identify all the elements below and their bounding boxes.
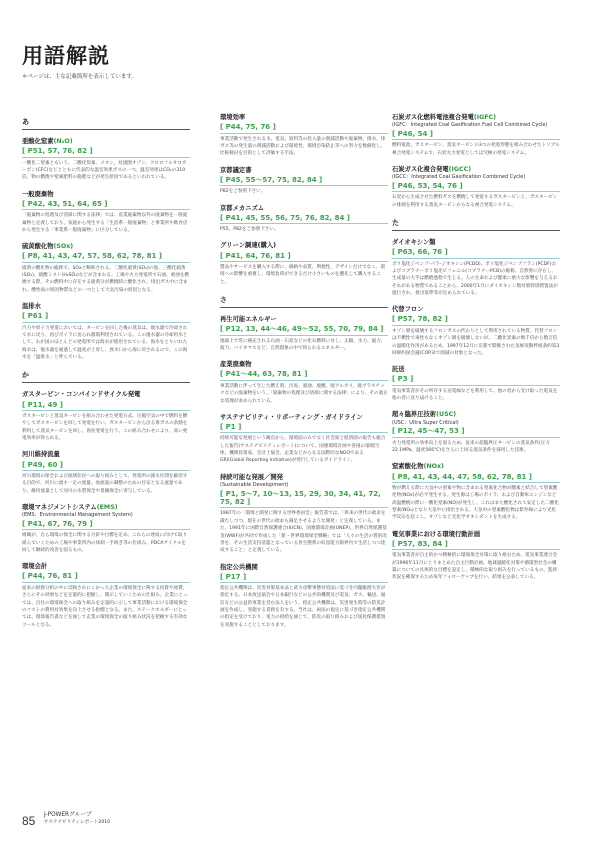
- term-description: 地球上で常に補充される石油・石炭などの化石燃料に対し、太陽、水力、風力、波力、バイオマスなど、自然現象の中で得られるエネルギー。: [220, 338, 386, 351]
- term-description: 1987年の「環境と開発に関する世界委員会」報告書では、「将来の世代の欲求を満たしつつ、現在の世代の欲求も満足させるような開発」と定義している。また、1991年に国際自然保護連合(IUCN)、国連環境計画(UNEP)、世界自然保護基金(WWF)が共同で作成した「新・世界環境保全戦略」では「人々の生活の質的改善を、その生活支持基盤となっている各生態系の収容能力限界内で生活しつつ達成すること」と定義している。: [220, 511, 387, 554]
- glossary-term: [22, 563, 190, 571]
- term-description: 「廃棄物の処理及び清掃に関する法律」では、産業廃棄物以外の廃棄物を一般廃棄物と定義しており、家庭から発生する「生活系一般廃棄物」と事業所や飲食店から発生する「事業系一般廃棄物」に区分している。: [22, 213, 188, 233]
- glossary-term: [220, 167, 388, 175]
- term-description: 河川環境の保全および流域住民への取り組みとして、発電所の減水区間を解消する目的で、河川に流す一定の流量。放流量の調整のための目安となる流量であり、維持流量として河川の水質保全や景観保全に寄与している。: [22, 473, 188, 494]
- term-name: 温排水: [22, 303, 41, 311]
- glossary-entry: [392, 463, 560, 521]
- term-abbreviation: (EMS): [96, 503, 118, 511]
- glossary-term: [220, 316, 388, 324]
- term-description: ガスタービンと蒸気タービンを組み合わせた発電方式。圧縮空気の中で燃料を燃やしてガスタービンを回して発電を行い、ガスタービンから出る排ガスの余熱を利用して蒸気タービンを回し、再度発電を行う。この組み合わせにより、高い発電効率が得られる。: [22, 413, 188, 441]
- term-subtitle: (IGFC：Integrated Coal Gasification Fuel Cell Combined Cycle): [392, 122, 548, 129]
- page-references: [ P63, 66, 76 ]: [392, 248, 560, 258]
- glossary-entry: [22, 138, 190, 182]
- term-name: 河川維持流量: [22, 451, 60, 459]
- page-number: 85: [22, 814, 36, 828]
- term-description: 汽力や原子力発電においては、タービンを回した後の蒸気は、復水器で冷却されて水に戻り、再びボイラに送られ循環利用されている。この復水器の冷却用水として、わが国のほとんどの発電所では海水が使用されている。海水をとりいれた海水は、復水器を通過して温度が上昇し、放水口から海に戻されるので、この海水を「温排水」と呼んでいる。: [22, 325, 188, 361]
- term-name: 持続可能な発展／開発: [220, 473, 283, 481]
- glossary-term: [22, 243, 190, 251]
- page-references: [ P41, 64, 76, 81 ]: [220, 252, 388, 262]
- glossary-entry: [392, 411, 560, 454]
- glossary-entry: [22, 451, 190, 495]
- term-description: 事業活動に伴って生じた燃え殻、汚泥、廃油、廃酸、廃アルカリ、廃プラスチックなどの廃棄物をいう。「廃棄物の処理及び清掃に関する法律」により、その適正な処理が求められている。: [220, 383, 388, 404]
- page-references: [ P44, 76, 81 ]: [22, 572, 190, 582]
- glossary-entry: [220, 474, 388, 555]
- glossary-entry: [392, 306, 560, 357]
- footer-report-name: サステナビリティレポート2010: [44, 819, 111, 825]
- page-references: [ P1 ]: [220, 423, 388, 433]
- glossary-term: [220, 242, 388, 250]
- glossary-term: [392, 531, 560, 539]
- glossary-term: [22, 303, 190, 311]
- term-name: 一般廃棄物: [22, 190, 54, 198]
- glossary-entry: [220, 361, 388, 405]
- glossary-term: [392, 166, 560, 174]
- term-subtitle: (USC：Ultra Super Critical): [392, 419, 459, 426]
- term-name: 京都議定書: [220, 166, 252, 174]
- term-name: 指定公共機関: [220, 563, 258, 571]
- term-description: 燃料電池、ガスタービン、蒸気タービンの3つの発電形態を組み合わせたトリプル複合発電システムで、石炭火力発電としては究極の発電システム。: [392, 143, 560, 156]
- term-description: 石炭から生成させた燃料ガスを燃焼して発電するガスタービンと、ガスタービンの排熱を利用する蒸気タービンからなる複合発電システム。: [392, 195, 558, 208]
- glossary-entry: [22, 391, 190, 442]
- glossary-entry: [22, 563, 190, 629]
- term-description: P55、P82をご参照下さい。: [220, 227, 279, 233]
- glossary-entry: [220, 167, 388, 196]
- page-note: ＊ページは、主な記載箇所を表示しています。: [22, 74, 137, 80]
- page-references: [ P61 ]: [22, 312, 190, 322]
- glossary-term: [392, 114, 560, 122]
- column-3: [392, 114, 560, 591]
- term-abbreviation: (IGCC): [448, 166, 472, 173]
- term-description: 火力発電所の効率向上を図るため、従来の超臨界圧タービンの蒸気条件(圧力22.1MPa、温度566℃)をさらに上回る蒸気条件を採用した技術。: [392, 440, 550, 454]
- term-abbreviation: (N₂O): [53, 138, 73, 145]
- term-name: ダイオキシン類: [392, 239, 436, 246]
- page-references: [ P49, 60 ]: [22, 461, 190, 471]
- term-name: 電気事業における環境行動計画: [392, 530, 481, 538]
- glossary-entry: [392, 531, 560, 582]
- term-description: 電気事業者が自主的かつ積極的に環境保全対策に取り組むため、電気事業連合会が1996年11月にとりまとめた自主行動計画。地球温暖化対策や循環型社会の構築についての具体的な目標を設定し、積極的な取り組みを行っているもの。進捗状況を確保するため毎年フォローアップを行い、結果を公表している。: [392, 553, 558, 581]
- glossary-entry: [392, 366, 560, 402]
- glossary-entry: [392, 114, 560, 157]
- term-name: 環境会計: [22, 563, 48, 571]
- column-2: [220, 114, 388, 638]
- term-description: 持続可能な発展という観点から、環境面のみでなく社会面と経済面の報告も総合した報告(サステナビリティレポート)について、国連環境計画や各国の環境団体、機関投資家、会計士協会、企業などからなる国際的なNGOであるGRI(Global Reporting Initiative)が発行しているガイドライン。: [220, 436, 386, 464]
- glossary-term: [220, 205, 388, 213]
- glossary-entry: [22, 504, 190, 554]
- page-title: 用語解説: [22, 44, 110, 68]
- term-name: 硫黄酸化物: [22, 243, 54, 251]
- glossary-entry: [220, 316, 388, 352]
- term-name: 京都メカニズム: [220, 204, 265, 212]
- term-description: ポリ塩化ジベンゾ-パラ-ジオキシン(PCDD)、ポリ塩化ジベンゾフラン(PCDF)およびコプラナーポリ塩化ビフェニル(コプラナーPCB)の総称。自然界に存在し、生成量の大半は燃焼過程で生じる。人の生命および健康に重大な影響を与えるおそれがある物質であることから、2000年1月にダイオキシン類対策特別措置法が施行され、排出基準等が定められている。: [392, 261, 558, 296]
- term-name: 亜酸化窒素: [22, 138, 54, 145]
- glossary-term: [220, 414, 388, 422]
- term-name: 石炭ガス化燃料電池複合発電: [392, 114, 474, 121]
- page-references: [ P41〜44, 63, 78, 81 ]: [220, 370, 388, 380]
- page-references: [ P41, 67, 76, 79 ]: [22, 520, 190, 530]
- term-name: 託送: [392, 366, 405, 374]
- glossary-entry: [220, 414, 388, 465]
- page-references: [ P3 ]: [392, 375, 560, 385]
- section-heading: か: [22, 370, 190, 383]
- term-subtitle: (EMS：Environmental Management System): [22, 512, 133, 519]
- page-references: [ P8, 41, 43, 44, 47, 58, 62, 78, 81 ]: [392, 473, 560, 483]
- page-references: [ P46, 54 ]: [392, 130, 560, 140]
- glossary-entry: [392, 166, 560, 209]
- term-description: 硫黄の酸化物の総称で、SOxと略称される。二酸化硫黄(SO₂)の他、三酸化硫黄(SO₃)、硫酸ミスト(H₂SO₄)などが含まれる。工場や火力発電所で石油、重油を燃焼する際、その燃料中に存在する硫黄分が燃焼時に酸化され、排出ガス中に含まれ、酸性雨の原因物質などの一つとして大気汚染の原因となる。: [22, 265, 190, 293]
- page-references: [ P57, 78, 82 ]: [392, 315, 560, 325]
- term-abbreviation: (IGFC): [473, 114, 497, 121]
- term-description: 電気事業者がその所有する送電線などを利用して、他の者から受け取った電気を他の者に送り届けること。: [392, 388, 558, 402]
- page-references: [ P51, 57, 76, 82 ]: [22, 147, 190, 157]
- glossary-term: [220, 564, 388, 572]
- page-references: [ P12, 13, 44〜46, 49〜52, 55, 70, 79, 84 ]: [220, 325, 388, 335]
- term-name: 石炭ガス化複合発電: [392, 166, 449, 173]
- term-name: サステナビリティ・リポーティング・ガイドライン: [220, 413, 363, 421]
- page-references: [ P1, 5〜7, 10〜13, 15, 29, 30, 34, 41, 72, 75, 82 ]: [220, 490, 388, 509]
- glossary-term: [220, 474, 388, 482]
- page-references: [ P46, 53, 54, 76 ]: [392, 182, 560, 192]
- glossary-entry: [22, 303, 190, 361]
- glossary-entry: [220, 114, 388, 158]
- section-heading: あ: [22, 117, 190, 130]
- term-description: P82をご参照下さい。: [220, 189, 266, 195]
- term-name: 代替フロン: [392, 306, 424, 314]
- glossary-term: [392, 411, 560, 419]
- glossary-term: [392, 463, 560, 471]
- glossary-term: [220, 361, 388, 369]
- glossary-term: [22, 504, 190, 512]
- column-1: [22, 114, 190, 638]
- term-description: 従来の財務分析の中に反映されにくかった企業の環境保全に関する投資や経費、さらにその効果などを定量的に把握し、開示していくための仕組み。企業にとっては、自社の環境保全への取り組みを定量的に示して事業活動における環境保全のコストの費用対効果を向上させる指標となる。また、ステークホルダーにとっては、環境報告書などを通して企業の環境保全の取り組み状況を把握する有効なツールとなる。: [22, 585, 188, 628]
- term-name: 超々臨界圧技術: [392, 411, 437, 419]
- glossary-term: [392, 366, 560, 374]
- page-references: [ P45, 55〜57, 75, 82, 84 ]: [220, 176, 388, 186]
- page-references: [ P17 ]: [220, 573, 388, 583]
- page-references: [ P12, 45〜47, 53 ]: [392, 427, 560, 437]
- page-references: [ P57, 83, 84 ]: [392, 540, 560, 550]
- term-name: 環境マネジメントシステム: [22, 503, 97, 511]
- page-references: [ P11, 49 ]: [22, 401, 190, 411]
- footer-brand-name: J-POWERグループ: [44, 812, 92, 818]
- section-heading: さ: [220, 295, 388, 308]
- glossary-term: [22, 191, 190, 199]
- term-subtitle: (IGCC：Integrated Coal Gasification Combined Cycle): [392, 174, 526, 181]
- term-description: 組織が、自ら環境の保全に関する方針や目標を定め、これらの達成に向けて取り組んでいくための工場や事業所内の体制・手続き等の仕組み。PDCAサイクルを回して継続的改善を図るもの。: [22, 533, 188, 553]
- page-references: [ P42, 43, 51, 64, 65 ]: [22, 200, 190, 210]
- glossary-entry: [22, 191, 190, 235]
- glossary-term: [22, 451, 190, 459]
- glossary-entry: [392, 239, 560, 297]
- page-references: [ P44, 75, 76 ]: [220, 123, 388, 133]
- glossary-term: [22, 391, 190, 399]
- page-references: [ P41, 45, 55, 56, 75, 76, 82, 84 ]: [220, 214, 388, 224]
- term-name: 窒素酸化物: [392, 463, 424, 471]
- glossary-entry: [220, 564, 388, 630]
- term-abbreviation: (SOx): [53, 243, 74, 251]
- term-name: 再生可能エネルギー: [220, 316, 277, 323]
- footer-brand: [44, 812, 110, 826]
- glossary-term: [220, 114, 388, 122]
- glossary-entry: [220, 205, 388, 234]
- page-references: [ P8, 41, 43, 47, 57, 58, 62, 78, 81 ]: [22, 252, 190, 262]
- term-name: 産業廃棄物: [220, 361, 252, 369]
- term-description: 一酸化二窒素ともいう。二酸化炭素、メタン、対流圏オゾン、クロロフルオロカーボン(CFC)などとともに代表的な温室効果ガスの一つ。温室効果はCO₂の310倍。物の燃焼や窒素肥料の施肥などが発生原因であるといわれている。: [22, 160, 187, 181]
- term-name: グリーン調達(購入): [220, 242, 277, 250]
- term-description: 製品やサービスを購入する際に、価格や品質、利便性、デザインだけでなく、環境への影響を重視し、環境負荷ができるだけ小さいものを優先して購入すること。: [220, 264, 385, 285]
- term-name: 環境効率: [220, 114, 246, 121]
- term-description: オゾン層を破壊するフロンガスの代わりとして利用されている物質。代替フロンは不燃性で毒性もなくオゾン層を破壊しないが、二酸化炭素の数千倍から数万倍の温暖化作用があるため、1997年12月に京都で開催された気候変動枠組条約第3回締約国会議(COP3)で削減の対象となった。: [392, 328, 560, 356]
- term-abbreviation: (USC): [436, 411, 457, 419]
- term-description: 指定公共機関は、災害対策基本法と武力攻撃事態対処法に基づき内閣総理大臣が指定する。日本放送協会や日本銀行などの公共的機関及び電気、ガス、輸送、通信などの公益的事業を営む法人をいう。指定公共機関は、災害発生時等の防災計画を作成し、実施する責務を有する。当社は、両法の規定に基づき指定公共機関の指定を受けており、電力の供給を通じて、防災の取り組みおよび国民保護措置を実施することとしております。: [220, 586, 386, 628]
- term-subtitle: (Sustainable Development): [220, 481, 289, 488]
- term-abbreviation: (NOx): [423, 463, 444, 471]
- section-heading: た: [392, 218, 560, 231]
- glossary-entry: [22, 243, 190, 294]
- term-name: ガスタービン・コンバインドサイクル発電: [22, 391, 141, 399]
- term-description: 物が燃える際に大気中の窒素や物に含まれる窒素化合物が酸素と結合して窒素酸化物(NOx)が必ず発生する。発生源は工場のボイラ、および自動車エンジンなど高温燃焼の際に一酸化窒素(NO)が発生し、これはまた酸化されて安定した二酸化窒素(NO₂)となり大気中に排出される。大気中の窒素酸化物は紫外線により光化学反応を起こし、オゾンなど光化学オキシダントを生成する。: [392, 486, 559, 521]
- glossary-entry: [220, 242, 388, 286]
- term-description: 事業活動で発生される水、電気、原料等の投入量の削減活動や廃棄物、排水、排ガス等の発生量の削減活動および環境性、環境汚染防止等への努力を数値化し、比較検討を目的として評価する手法。: [220, 136, 386, 157]
- glossary-term: [392, 306, 560, 314]
- glossary-term: [22, 138, 190, 146]
- glossary-term: [392, 239, 560, 247]
